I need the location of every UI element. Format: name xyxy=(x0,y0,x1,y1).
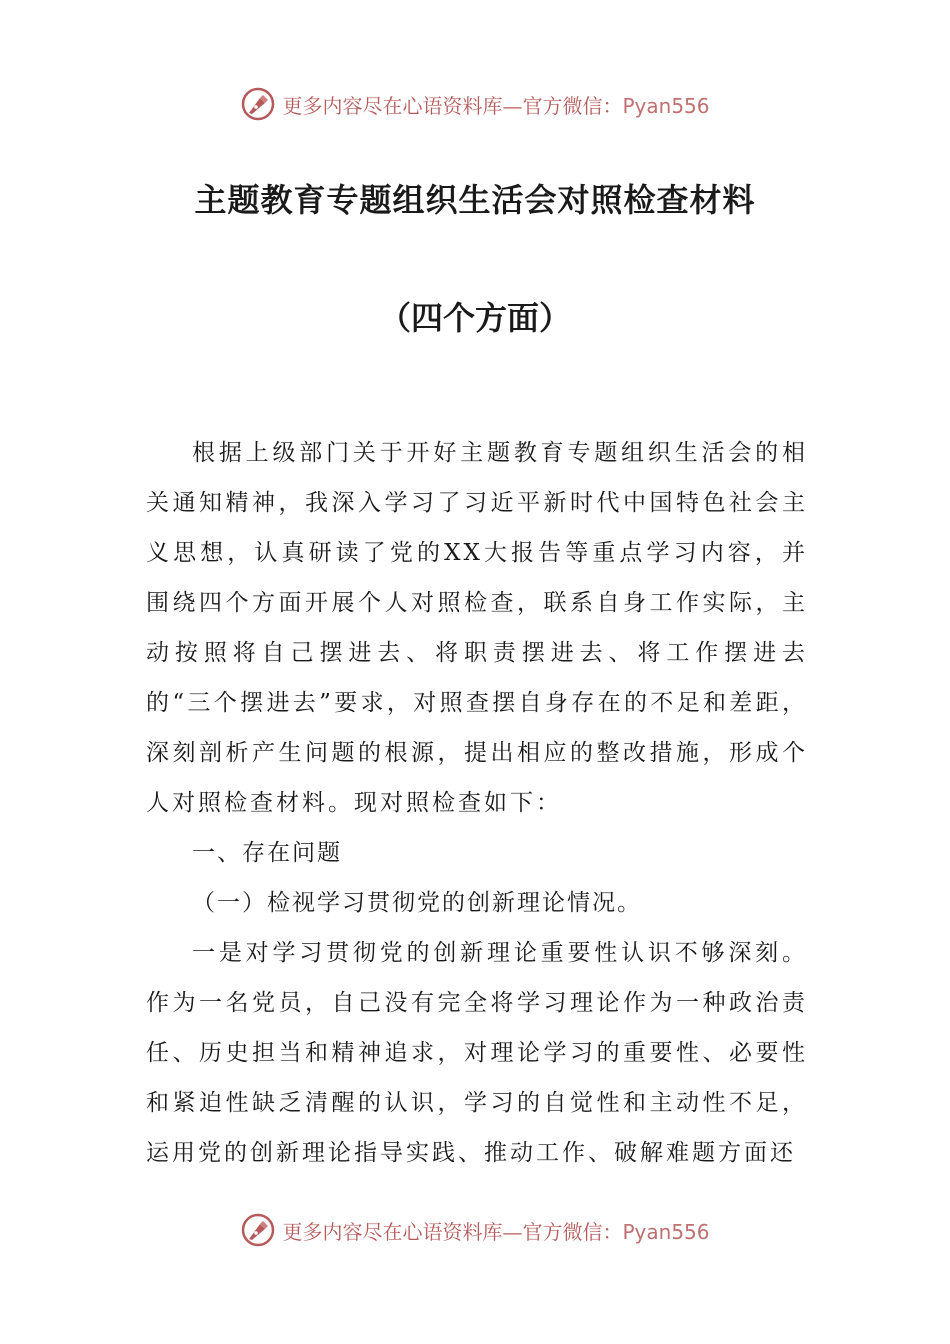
document-title: 主题教育专题组织生活会对照检查材料 xyxy=(194,181,756,219)
paragraph-point-one: 一是对学习贯彻党的创新理论重要性认识不够深刻。作为一名党员，自己没有完全将学习理论作为一种政治责任、历史担当和精神追求，对理论学习的重要性、必要性和紧迫性缺乏清醒的认识，学习的自觉性和主动性不足，运用党的创新理论指导实践、推动工作、破解难题方面还 xyxy=(146,940,808,1166)
watermark-text: 更多内容尽在心语资料库—官方微信：Pyan556 xyxy=(282,93,710,118)
pen-nib-logo-icon xyxy=(240,1212,276,1248)
document-body xyxy=(146,428,808,1178)
watermark-text: 更多内容尽在心语资料库—官方微信：Pyan556 xyxy=(282,1219,710,1244)
pen-nib-logo-icon xyxy=(240,86,276,122)
subsection-heading: （一）检视学习贯彻党的创新理论情况。 xyxy=(192,890,642,916)
footer-watermark xyxy=(0,1210,950,1250)
header-watermark xyxy=(0,84,950,124)
document-subtitle: （四个方面） xyxy=(378,299,571,337)
paragraph-intro: 根据上级部门关于开好主题教育专题组织生活会的相关通知精神，我深入学习了习近平新时代中国特色社会主义思想，认真研读了党的XX大报告等重点学习内容，并围绕四个方面开展个人对照检查，联系自身工作实际，主动按照将自己摆进去、将职责摆进去、将工作摆进去的“三个摆进去”要求，对照查摆自身存在的不足和差距，深刻剖析产生问题的根源，提出相应的整改措施，形成个人对照检查材料。现对照检查如下： xyxy=(146,440,808,816)
section-heading: 一、存在问题 xyxy=(192,840,342,866)
